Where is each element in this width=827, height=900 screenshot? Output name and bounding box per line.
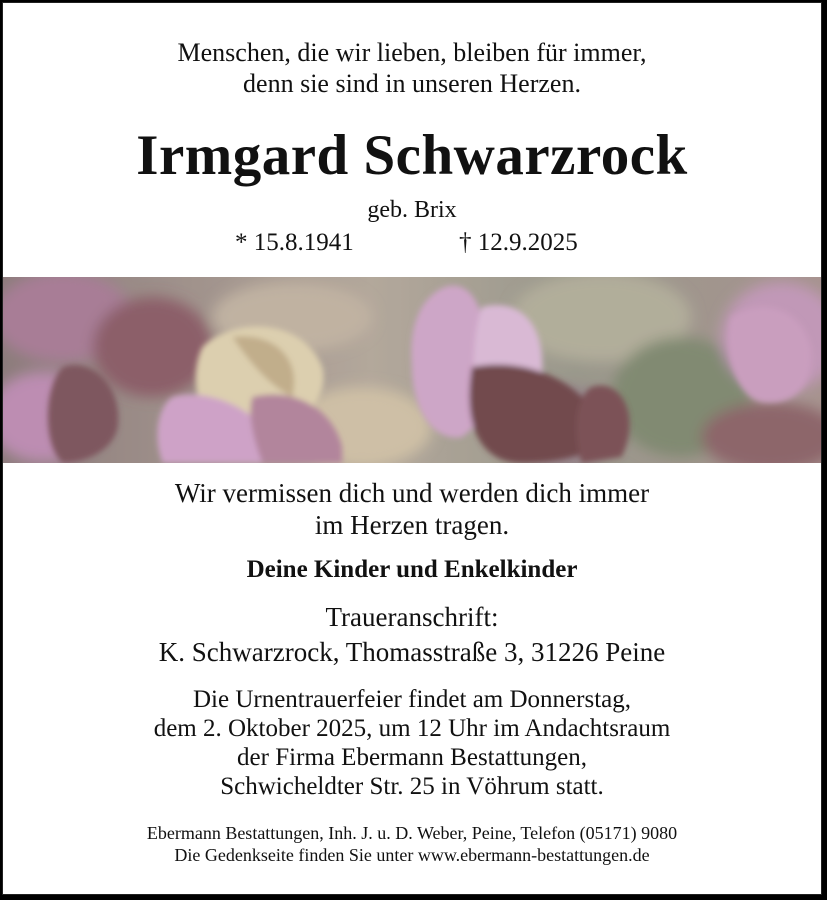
maiden-name: geb. Brix [367, 197, 457, 223]
address-label: Traueranschrift: [325, 602, 499, 632]
footer-website: Die Gedenkseite finden Sie unter www.ebermann-bestattungen.de [174, 845, 650, 865]
footer-contact: Ebermann Bestattungen, Inh. J. u. D. Weber, Peine, Telefon (05171) 9080 [146, 823, 678, 843]
message-line: Wir vermissen dich und werden dich immer [174, 478, 650, 508]
service-details [3, 685, 821, 801]
obituary-card [2, 2, 822, 895]
address-text: K. Schwarzrock, Thomasstraße 3, 31226 Peine [158, 637, 666, 667]
service-line: Schwicheldter Str. 25 in Vöhrum statt. [220, 773, 604, 800]
deceased-name: Irmgard Schwarzrock [136, 124, 688, 187]
opening-quote [3, 37, 821, 99]
life-dates [3, 229, 821, 259]
tulip-photo [3, 277, 821, 463]
birth-date: * 15.8.1941 [235, 229, 354, 256]
funeral-home-footer [3, 822, 821, 866]
service-line: Die Urnentrauerfeier findet am Donnerstag, [192, 686, 631, 713]
death-date: † 12.9.2025 [459, 229, 578, 256]
family-signature: Deine Kinder und Enkelkinder [246, 556, 578, 583]
service-line: dem 2. Oktober 2025, um 12 Uhr im Andachtsraum [153, 715, 671, 742]
tulip-image [3, 277, 821, 463]
remembrance-message [3, 477, 821, 541]
message-line: im Herzen tragen. [314, 510, 510, 540]
quote-line: denn sie sind in unseren Herzen. [243, 69, 581, 98]
mourning-address [3, 600, 821, 670]
quote-line: Menschen, die wir lieben, bleiben für immer, [177, 38, 647, 67]
service-line: der Firma Ebermann Bestattungen, [237, 744, 587, 771]
